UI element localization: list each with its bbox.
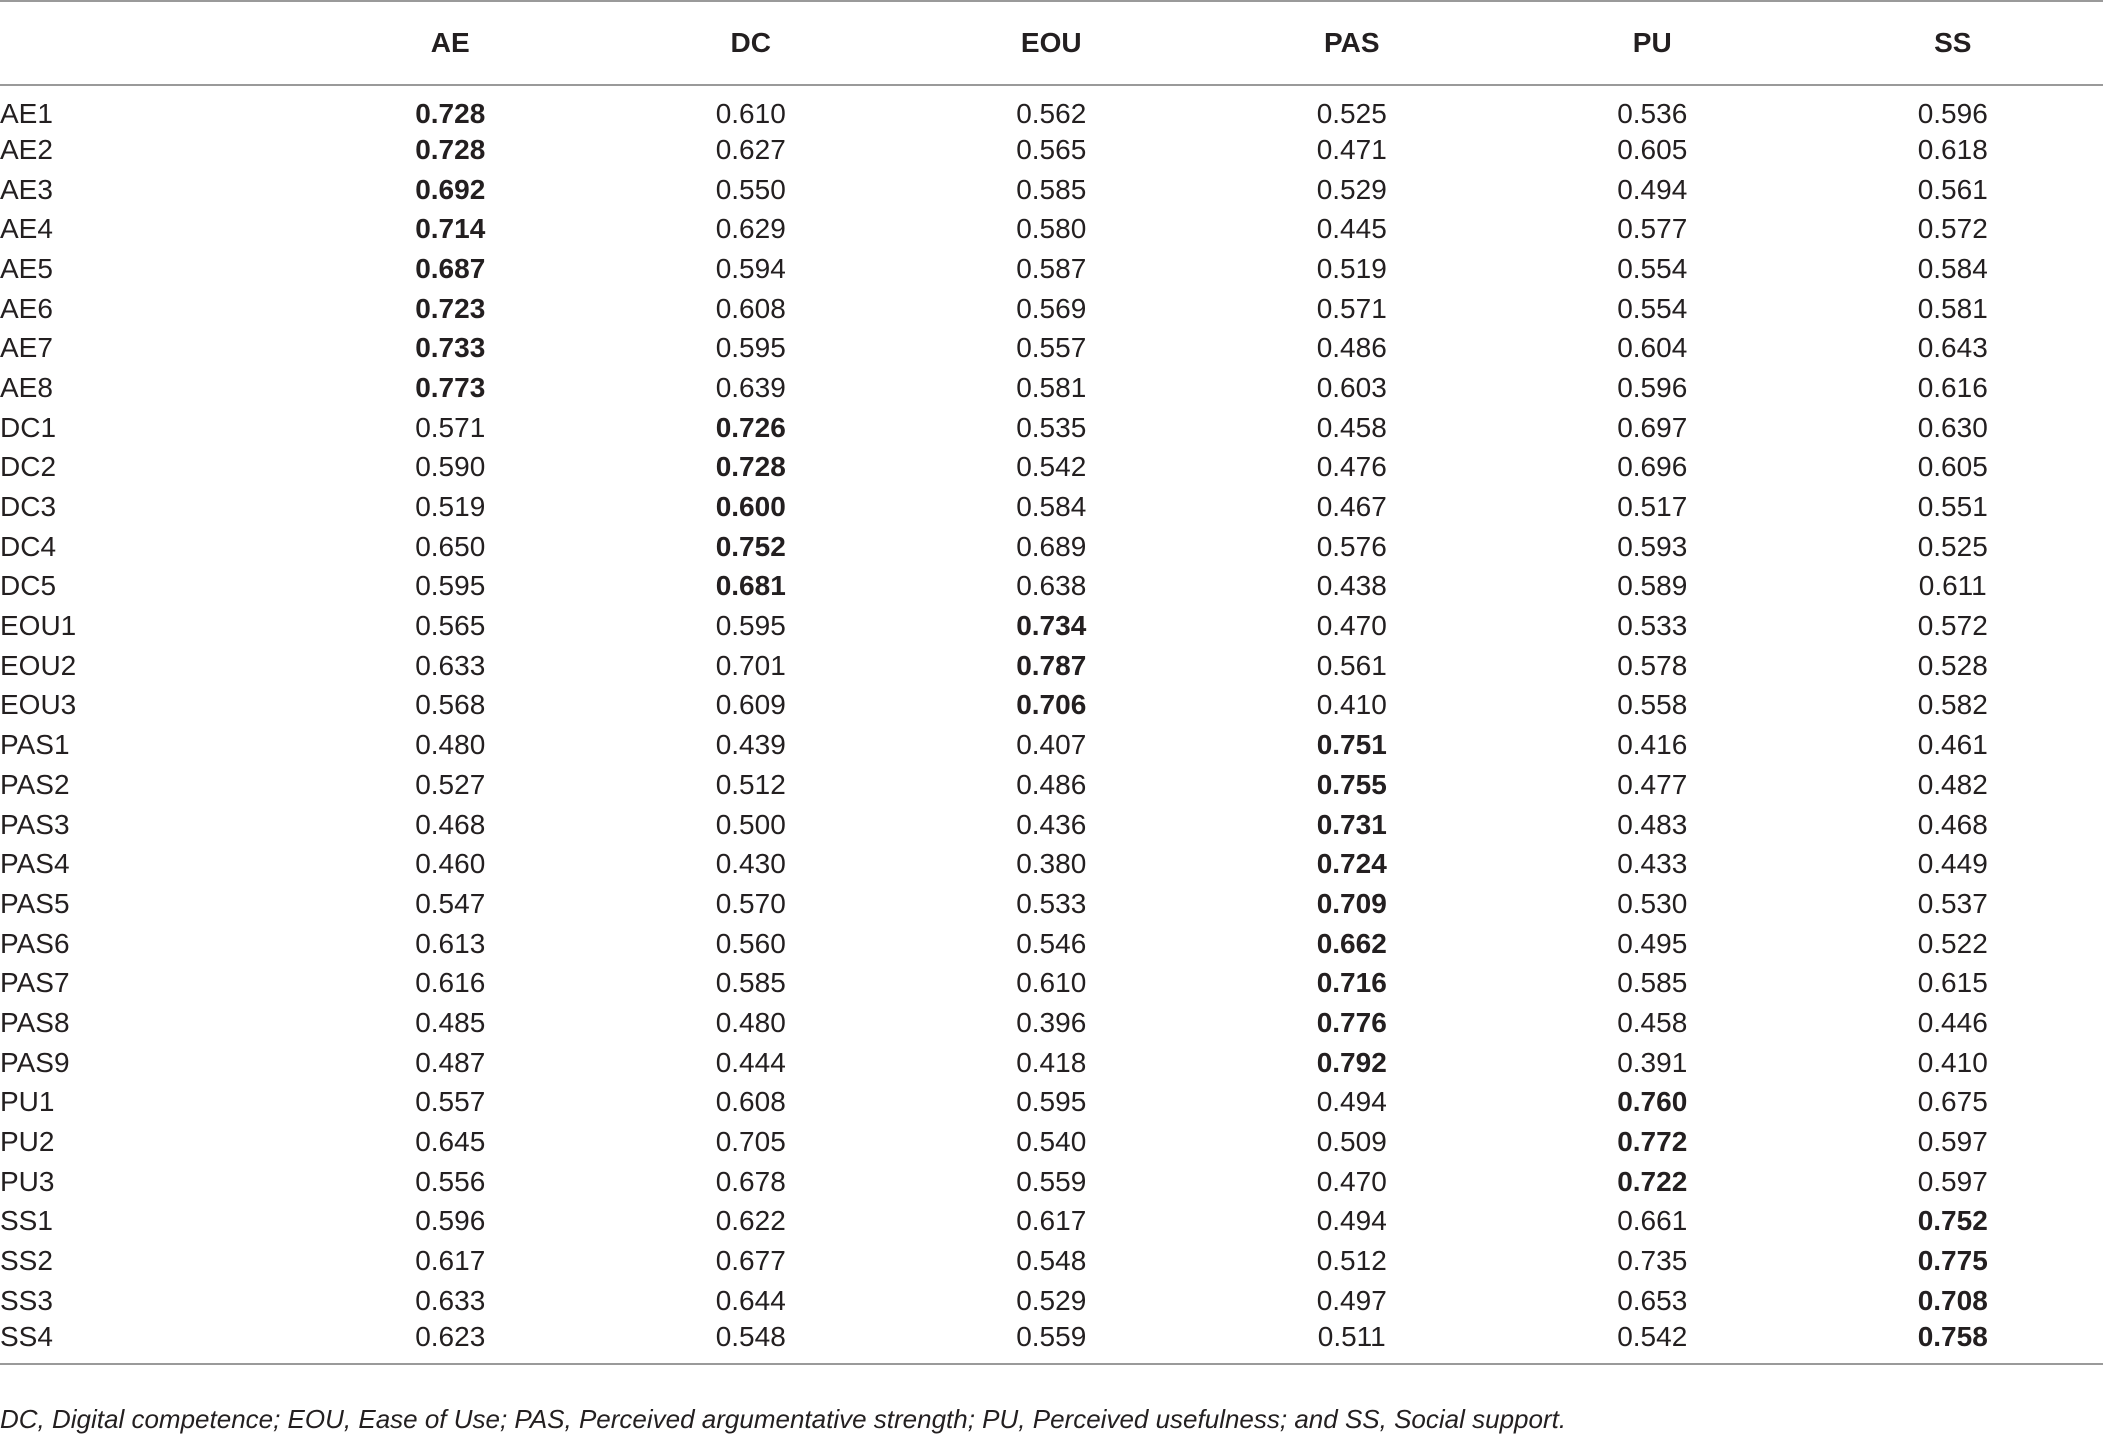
- row-label: AE5: [0, 252, 53, 284]
- table-cell: 0.714: [415, 213, 486, 245]
- table-cell: 0.572: [1917, 610, 1988, 642]
- table-cell: 0.585: [1617, 967, 1688, 999]
- table-cell: 0.775: [1917, 1245, 1988, 1277]
- table-cell: 0.616: [1917, 371, 1988, 403]
- table-cell: 0.517: [1617, 491, 1688, 523]
- table-cell: 0.613: [415, 927, 486, 959]
- header-cell-empty: [0, 1, 300, 85]
- table-cell: 0.470: [1316, 1165, 1387, 1197]
- table-row: [0, 1321, 2103, 1364]
- table-cell: 0.615: [1917, 967, 1988, 999]
- row-label: DC5: [0, 570, 57, 602]
- table-cell: 0.416: [1617, 729, 1688, 761]
- table-row: [0, 1281, 2103, 1321]
- header-row: [0, 1, 2103, 85]
- table-cell: 0.433: [1617, 848, 1688, 880]
- table-row: [0, 567, 2103, 607]
- table-cell: 0.587: [1016, 252, 1087, 284]
- table-cell: 0.572: [1917, 213, 1988, 245]
- table-row: [0, 606, 2103, 646]
- table-cell: 0.608: [715, 1086, 786, 1118]
- table-cell: 0.623: [415, 1320, 486, 1352]
- table-cell: 0.565: [415, 610, 486, 642]
- row-label: DC2: [0, 451, 57, 483]
- table-cell: 0.678: [715, 1165, 786, 1197]
- table-row: [0, 884, 2103, 924]
- table-cell: 0.446: [1917, 1006, 1988, 1038]
- table-cell: 0.495: [1617, 927, 1688, 959]
- table-row: [0, 289, 2103, 329]
- table-cell: 0.561: [1917, 173, 1988, 205]
- table-cell: 0.677: [715, 1245, 786, 1277]
- table-cell: 0.751: [1316, 729, 1387, 761]
- row-label: AE7: [0, 332, 53, 364]
- table-cell: 0.643: [1917, 332, 1988, 364]
- table-cell: 0.391: [1617, 1046, 1688, 1078]
- table-cell: 0.596: [1617, 371, 1688, 403]
- table-cell: 0.733: [415, 332, 486, 364]
- table-cell: 0.723: [415, 292, 486, 324]
- table-cell: 0.562: [1016, 98, 1087, 129]
- table-cell: 0.595: [715, 610, 786, 642]
- table-cell: 0.438: [1316, 570, 1387, 602]
- row-label: PAS6: [0, 927, 70, 959]
- table-cell: 0.557: [1016, 332, 1087, 364]
- table-row: [0, 85, 2103, 130]
- table-cell: 0.470: [1316, 610, 1387, 642]
- table-cell: 0.629: [715, 213, 786, 245]
- table-row: [0, 1043, 2103, 1083]
- row-label: PAS2: [0, 768, 70, 800]
- row-label: AE3: [0, 173, 53, 205]
- table-cell: 0.486: [1316, 332, 1387, 364]
- table-cell: 0.787: [1016, 649, 1087, 681]
- table-cell: 0.735: [1617, 1245, 1688, 1277]
- table-cell: 0.528: [1917, 649, 1988, 681]
- table-cell: 0.645: [415, 1126, 486, 1158]
- row-label: PAS9: [0, 1046, 70, 1078]
- table-cell: 0.410: [1917, 1046, 1988, 1078]
- table-cell: 0.597: [1917, 1126, 1988, 1158]
- table-cell: 0.582: [1917, 689, 1988, 721]
- table-cell: 0.705: [715, 1126, 786, 1158]
- table-cell: 0.525: [1917, 530, 1988, 562]
- table-cell: 0.580: [1016, 213, 1087, 245]
- table-cell: 0.467: [1316, 491, 1387, 523]
- row-label: PAS4: [0, 848, 70, 880]
- table-cell: 0.610: [715, 98, 786, 129]
- row-label: PU1: [0, 1086, 55, 1118]
- table-row: [0, 130, 2103, 170]
- table-row: [0, 725, 2103, 765]
- table-cell: 0.776: [1316, 1006, 1387, 1038]
- table-cell: 0.487: [415, 1046, 486, 1078]
- table-cell: 0.576: [1316, 530, 1387, 562]
- table-cell: 0.483: [1617, 808, 1688, 840]
- table-cell: 0.755: [1316, 768, 1387, 800]
- row-label: SS1: [0, 1205, 53, 1237]
- row-label: DC1: [0, 411, 57, 443]
- table-cell: 0.519: [1316, 252, 1387, 284]
- table-cell: 0.458: [1617, 1006, 1688, 1038]
- table-row: [0, 408, 2103, 448]
- table-row: [0, 1241, 2103, 1281]
- table-cell: 0.578: [1617, 649, 1688, 681]
- table-cell: 0.407: [1016, 729, 1087, 761]
- table-footnote: DC, Digital competence; EOU, Ease of Use; PAS, Perceived argumentative strength; PU, Perceived usefulness; and SS, Social support.: [0, 1404, 1567, 1434]
- table-row: [0, 646, 2103, 686]
- table-cell: 0.430: [715, 848, 786, 880]
- table-cell: 0.512: [1316, 1245, 1387, 1277]
- table-cell: 0.726: [715, 411, 786, 443]
- table-cell: 0.561: [1316, 649, 1387, 681]
- table-cell: 0.597: [1917, 1165, 1988, 1197]
- table-cell: 0.439: [715, 729, 786, 761]
- table-cell: 0.610: [1016, 967, 1087, 999]
- table-cell: 0.500: [715, 808, 786, 840]
- table-cell: 0.662: [1316, 927, 1387, 959]
- table-row: [0, 924, 2103, 964]
- header-cell-dc: DC: [730, 27, 771, 58]
- table-cell: 0.708: [1917, 1284, 1988, 1316]
- table-cell: 0.540: [1016, 1126, 1087, 1158]
- table-row: [0, 487, 2103, 527]
- table-cell: 0.594: [715, 252, 786, 284]
- table-cell: 0.522: [1917, 927, 1988, 959]
- table-cell: 0.697: [1617, 411, 1688, 443]
- table-cell: 0.639: [715, 371, 786, 403]
- table-cell: 0.410: [1316, 689, 1387, 721]
- table-row: [0, 765, 2103, 805]
- table-cell: 0.638: [1016, 570, 1087, 602]
- table-cell: 0.728: [415, 133, 486, 165]
- table-cell: 0.529: [1016, 1284, 1087, 1316]
- table-cell: 0.530: [1617, 887, 1688, 919]
- table-cell: 0.548: [1016, 1245, 1087, 1277]
- row-label: AE8: [0, 371, 53, 403]
- header-cell-ae: AE: [430, 27, 470, 58]
- table-cell: 0.556: [415, 1165, 486, 1197]
- table-cell: 0.512: [715, 768, 786, 800]
- table-cell: 0.445: [1316, 213, 1387, 245]
- table-cell: 0.436: [1016, 808, 1087, 840]
- row-label: SS2: [0, 1245, 53, 1277]
- table-row: [0, 448, 2103, 488]
- table-cell: 0.571: [415, 411, 486, 443]
- table-cell: 0.461: [1917, 729, 1988, 761]
- table-cell: 0.494: [1316, 1086, 1387, 1118]
- table-cell: 0.752: [1917, 1205, 1988, 1237]
- table-cell: 0.554: [1617, 252, 1688, 284]
- table-row: [0, 686, 2103, 726]
- table-cell: 0.509: [1316, 1126, 1387, 1158]
- table-cell: 0.581: [1016, 371, 1087, 403]
- table-body: [0, 85, 2103, 1364]
- table-row: [0, 1162, 2103, 1202]
- header-cell-eou: EOU: [1020, 27, 1082, 58]
- row-label: AE2: [0, 133, 53, 165]
- table-cell: 0.476: [1316, 451, 1387, 483]
- table-cell: 0.557: [415, 1086, 486, 1118]
- table-cell: 0.533: [1617, 610, 1688, 642]
- table-cell: 0.537: [1917, 887, 1988, 919]
- row-label: PAS5: [0, 887, 70, 919]
- table-cell: 0.773: [415, 371, 486, 403]
- table-cell: 0.689: [1016, 530, 1087, 562]
- table-cell: 0.519: [415, 491, 486, 523]
- table-cell: 0.565: [1016, 133, 1087, 165]
- table-cell: 0.596: [415, 1205, 486, 1237]
- table-row: [0, 170, 2103, 210]
- table-cell: 0.482: [1917, 768, 1988, 800]
- table-cell: 0.681: [715, 570, 786, 602]
- table-cell: 0.650: [415, 530, 486, 562]
- table-cell: 0.418: [1016, 1046, 1087, 1078]
- table-cell: 0.480: [415, 729, 486, 761]
- table-header: [0, 1, 2103, 85]
- header-cell-pas: PAS: [1324, 27, 1380, 58]
- table-cell: 0.595: [415, 570, 486, 602]
- table-cell: 0.527: [415, 768, 486, 800]
- row-label: PAS8: [0, 1006, 70, 1038]
- table-row: [0, 1122, 2103, 1162]
- table-cell: 0.604: [1617, 332, 1688, 364]
- table-cell: 0.728: [715, 451, 786, 483]
- table-cell: 0.605: [1617, 133, 1688, 165]
- table-cell: 0.675: [1917, 1086, 1988, 1118]
- table-cell: 0.494: [1617, 173, 1688, 205]
- table-row: [0, 249, 2103, 289]
- table-cell: 0.559: [1016, 1320, 1087, 1352]
- table-cell: 0.653: [1617, 1284, 1688, 1316]
- table-cell: 0.511: [1317, 1320, 1386, 1352]
- table-cell: 0.468: [415, 808, 486, 840]
- row-label: PAS1: [0, 729, 70, 761]
- table-cell: 0.772: [1617, 1126, 1688, 1158]
- table-cell: 0.533: [1016, 887, 1087, 919]
- table-cell: 0.581: [1917, 292, 1988, 324]
- table-cell: 0.590: [415, 451, 486, 483]
- table-cell: 0.585: [1016, 173, 1087, 205]
- table-cell: 0.716: [1316, 967, 1387, 999]
- table-cell: 0.661: [1617, 1205, 1688, 1237]
- table-cell: 0.617: [1016, 1205, 1087, 1237]
- table-cell: 0.485: [415, 1006, 486, 1038]
- table-cell: 0.595: [715, 332, 786, 364]
- table-cell: 0.542: [1016, 451, 1087, 483]
- table-row: [0, 1003, 2103, 1043]
- table-cell: 0.480: [715, 1006, 786, 1038]
- table-cell: 0.584: [1016, 491, 1087, 523]
- table-cell: 0.449: [1917, 848, 1988, 880]
- table-cell: 0.609: [715, 689, 786, 721]
- table-cell: 0.458: [1316, 411, 1387, 443]
- table-cell: 0.627: [715, 133, 786, 165]
- table-cell: 0.709: [1316, 887, 1387, 919]
- row-label: AE4: [0, 213, 53, 245]
- table-cell: 0.633: [415, 649, 486, 681]
- header-cell-ss: SS: [1934, 27, 1972, 58]
- row-label: SS4: [0, 1320, 53, 1352]
- row-label: EOU3: [0, 689, 77, 721]
- table-cell: 0.758: [1917, 1320, 1988, 1352]
- table-cell: 0.692: [415, 173, 486, 205]
- table-cell: 0.760: [1617, 1086, 1688, 1118]
- table-cell: 0.477: [1617, 768, 1688, 800]
- table-cell: 0.460: [415, 848, 486, 880]
- table-cell: 0.728: [415, 98, 486, 129]
- row-label: PAS3: [0, 808, 70, 840]
- table-cell: 0.536: [1617, 98, 1688, 129]
- table-cell: 0.547: [415, 887, 486, 919]
- row-label: EOU1: [0, 610, 77, 642]
- table-cell: 0.542: [1617, 1320, 1688, 1352]
- table-cell: 0.550: [715, 173, 786, 205]
- row-label: PU2: [0, 1126, 55, 1158]
- table-cell: 0.600: [715, 491, 786, 523]
- table-cell: 0.570: [715, 887, 786, 919]
- table-cell: 0.380: [1016, 848, 1087, 880]
- table-cell: 0.616: [415, 967, 486, 999]
- table-cell: 0.617: [415, 1245, 486, 1277]
- row-label: DC4: [0, 530, 57, 562]
- table-cell: 0.471: [1316, 133, 1387, 165]
- table-cell: 0.497: [1316, 1284, 1387, 1316]
- table-cell: 0.706: [1016, 689, 1087, 721]
- table-cell: 0.792: [1316, 1046, 1387, 1078]
- table-cell: 0.571: [1316, 292, 1387, 324]
- table-cell: 0.608: [715, 292, 786, 324]
- table-cell: 0.731: [1316, 808, 1387, 840]
- table-cell: 0.595: [1016, 1086, 1087, 1118]
- table-cell: 0.560: [715, 927, 786, 959]
- table-row: [0, 1202, 2103, 1242]
- table-cell: 0.585: [715, 967, 786, 999]
- table-cell: 0.396: [1016, 1006, 1087, 1038]
- table-cell: 0.494: [1316, 1205, 1387, 1237]
- row-label: AE6: [0, 292, 53, 324]
- table-cell: 0.622: [715, 1205, 786, 1237]
- table-cell: 0.559: [1016, 1165, 1087, 1197]
- table-row: [0, 805, 2103, 845]
- table-cell: 0.722: [1617, 1165, 1688, 1197]
- table-cell: 0.569: [1016, 292, 1087, 324]
- table-row: [0, 963, 2103, 1003]
- header-cell-pu: PU: [1632, 27, 1672, 58]
- table-cell: 0.687: [415, 252, 486, 284]
- table-cell: 0.554: [1617, 292, 1688, 324]
- table-row: [0, 209, 2103, 249]
- row-label: EOU2: [0, 649, 77, 681]
- table-cell: 0.633: [415, 1284, 486, 1316]
- table-cell: 0.701: [715, 649, 786, 681]
- table-cell: 0.548: [715, 1320, 786, 1352]
- table-row: [0, 844, 2103, 884]
- table-cell: 0.605: [1917, 451, 1988, 483]
- table-cell: 0.535: [1016, 411, 1087, 443]
- table-cell: 0.596: [1917, 98, 1988, 129]
- row-label: PAS7: [0, 967, 70, 999]
- table-cell: 0.589: [1617, 570, 1688, 602]
- table-cell: 0.568: [415, 689, 486, 721]
- table-cell: 0.551: [1917, 491, 1988, 523]
- table-cell: 0.558: [1617, 689, 1688, 721]
- table-row: [0, 527, 2103, 567]
- table-row: [0, 368, 2103, 408]
- table-cell: 0.696: [1617, 451, 1688, 483]
- table-cell: 0.724: [1316, 848, 1387, 880]
- table-cell: 0.593: [1617, 530, 1688, 562]
- table-row: [0, 1083, 2103, 1123]
- table-cell: 0.577: [1617, 213, 1688, 245]
- row-label: PU3: [0, 1165, 55, 1197]
- table-cell: 0.525: [1316, 98, 1387, 129]
- table-cell: 0.644: [715, 1284, 786, 1316]
- table-cell: 0.444: [715, 1046, 786, 1078]
- table-row: [0, 328, 2103, 368]
- table-cell: 0.546: [1016, 927, 1087, 959]
- table-cell: 0.529: [1316, 173, 1387, 205]
- table-cell: 0.752: [715, 530, 786, 562]
- table-cell: 0.486: [1016, 768, 1087, 800]
- table-cell: 0.618: [1917, 133, 1988, 165]
- table-cell: 0.584: [1917, 252, 1988, 284]
- row-label: SS3: [0, 1284, 53, 1316]
- table-cell: 0.734: [1016, 610, 1087, 642]
- table-cell: 0.611: [1918, 570, 1987, 602]
- row-label: AE1: [0, 98, 53, 129]
- table-cell: 0.603: [1316, 371, 1387, 403]
- row-label: DC3: [0, 491, 57, 523]
- table-cell: 0.468: [1917, 808, 1988, 840]
- table-cell: 0.630: [1917, 411, 1988, 443]
